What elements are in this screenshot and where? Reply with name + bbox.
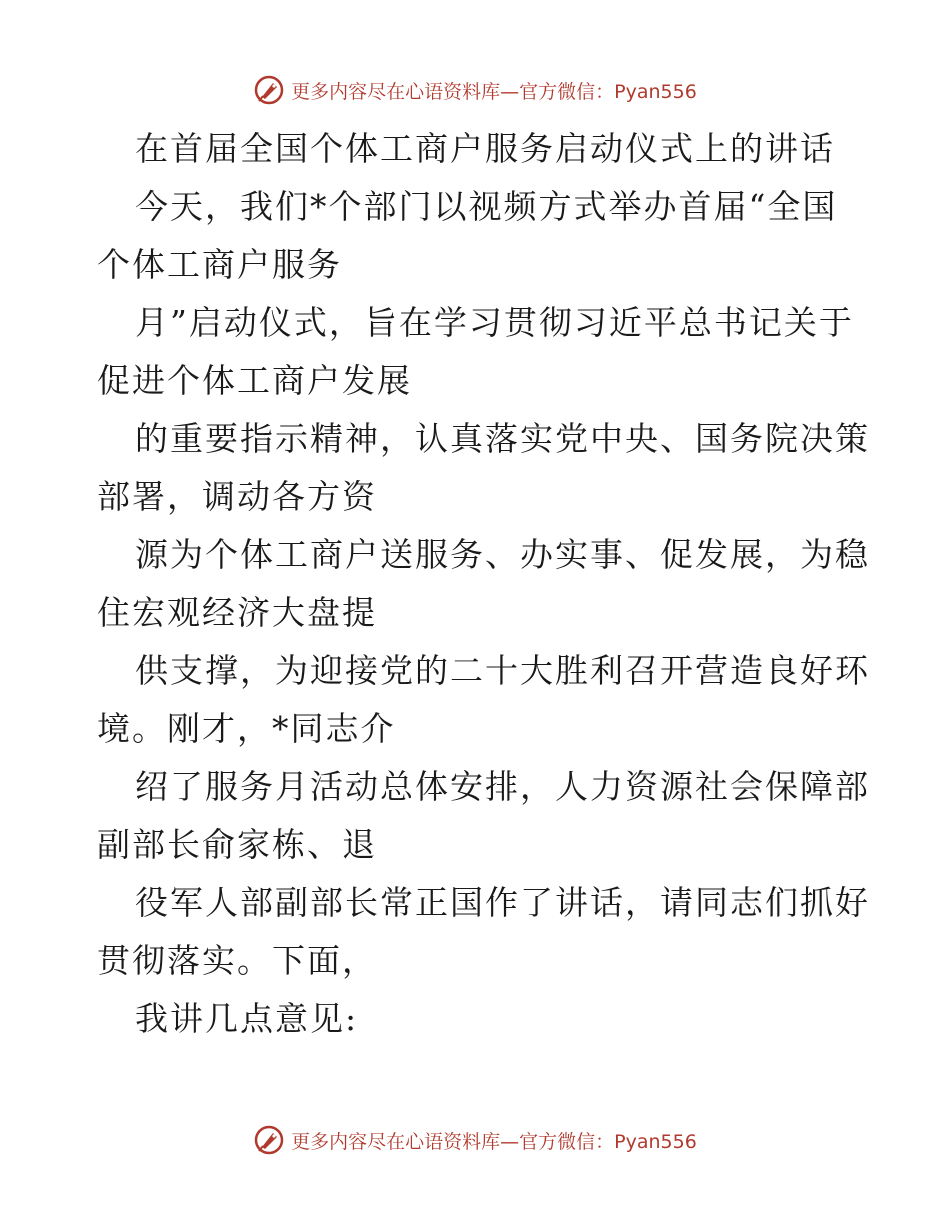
paragraph-line: 月”启动仪式，旨在学习贯彻习近平总书记关于	[135, 303, 854, 342]
paragraph-line: 源为个体工商户送服务、办实事、促发展，为稳	[135, 535, 870, 574]
paragraph-line: 个体工商户服务	[97, 245, 342, 284]
paragraph-line: 的重要指示精神，认真落实党中央、国务院决策	[135, 419, 870, 458]
paragraph-line: 境。刚才，*同志介	[97, 709, 396, 748]
header-banner	[0, 70, 950, 110]
header-banner-text: 更多内容尽在心语资料库—官方微信：Pyan556	[291, 80, 697, 103]
paragraph-line: 促进个体工商户发展	[97, 361, 412, 400]
pen-nib-logo-icon	[253, 74, 285, 106]
paragraph-line: 住宏观经济大盘提	[97, 593, 377, 632]
paragraph-line: 今天，我们*个部门以视频方式举办首届“全国	[135, 187, 838, 226]
paragraph-line: 役军人部副部长常正国作了讲话，请同志们抓好	[135, 883, 870, 922]
document-body	[97, 120, 870, 1048]
footer-banner	[0, 1120, 950, 1160]
paragraph-line: 副部长俞家栋、退	[97, 825, 377, 864]
paragraph-line: 供支撑，为迎接党的二十大胜利召开营造良好环	[135, 651, 870, 690]
paragraph-line: 我讲几点意见:	[135, 999, 359, 1038]
paragraph-line: 部署，调动各方资	[97, 477, 377, 516]
document-title: 在首届全国个体工商户服务启动仪式上的讲话	[135, 129, 835, 168]
paragraph-line: 绍了服务月活动总体安排，人力资源社会保障部	[135, 767, 870, 806]
pen-nib-logo-icon	[253, 1124, 285, 1156]
footer-banner-text: 更多内容尽在心语资料库—官方微信：Pyan556	[291, 1130, 697, 1153]
paragraph-line: 贯彻落实。下面，	[97, 941, 377, 980]
